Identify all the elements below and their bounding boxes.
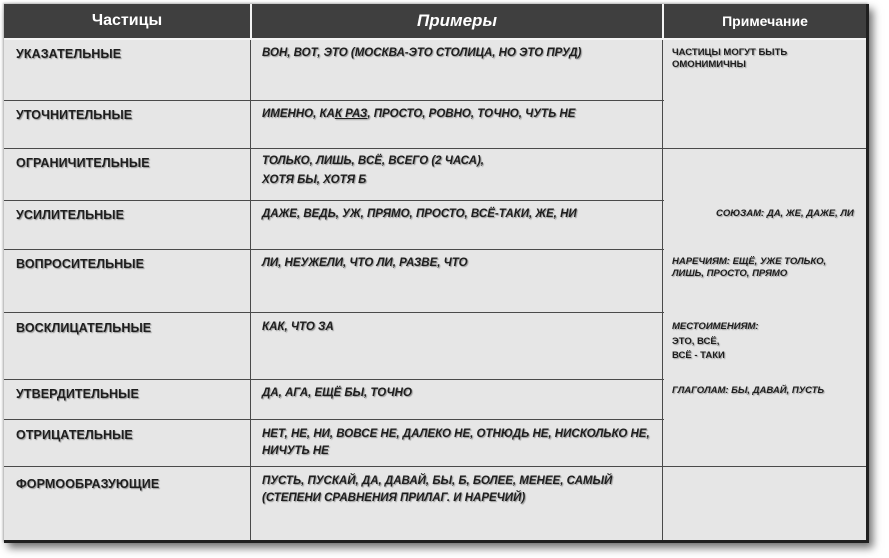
particle-type: УКАЗАТЕЛЬНЫЕ	[16, 47, 122, 61]
row-divider	[4, 379, 664, 380]
row-divider	[4, 419, 664, 420]
particle-examples: ТОЛЬКО, ЛИШЬ, ВСЁ, ВСЕГО (2 ЧАСА), ХОТЯ БЫ, ХОТЯ Б	[262, 155, 484, 186]
column-divider	[250, 40, 251, 540]
particle-type: УТВЕРДИТЕЛЬНЫЕ	[16, 387, 139, 401]
table-header	[4, 4, 866, 40]
note-conjunctions: СОЮЗАМ: ДА, ЖЕ, ДАЖЕ, ЛИ	[716, 208, 854, 219]
row-divider	[4, 200, 664, 201]
particle-type: ОГРАНИЧИТЕЛЬНЫЕ	[16, 156, 150, 170]
particle-type: ФОРМООБРАЗУЮЩИЕ	[16, 477, 160, 491]
column-divider	[662, 40, 663, 540]
header-particles: Частицы	[91, 12, 163, 29]
note-divider	[664, 148, 866, 149]
particle-type: УТОЧНИТЕЛЬНЫЕ	[16, 108, 133, 122]
particle-examples: ДА, АГА, ЕЩЁ БЫ, ТОЧНО	[262, 387, 412, 399]
note-homonyms: ЧАСТИЦЫ МОГУТ БЫТЬ ОМОНИМИЧНЫ	[672, 47, 788, 70]
table-body	[4, 40, 866, 540]
row-divider	[4, 100, 664, 101]
particle-examples: ДАЖЕ, ВЕДЬ, УЖ, ПРЯМО, ПРОСТО, ВСЁ-ТАКИ, ЖЕ, НИ	[262, 208, 577, 220]
particle-examples: ПУСТЬ, ПУСКАЙ, ДА, ДАВАЙ, БЫ, Б, БОЛЕЕ, МЕНЕЕ, САМЫЙ (СТЕПЕНИ СРАВНЕНИЯ ПРИЛАГ. И НАРЕЧИЙ)	[262, 475, 613, 504]
particle-type: ВОПРОСИТЕЛЬНЫЕ	[16, 257, 145, 271]
note-verbs: ГЛАГОЛАМ: БЫ, ДАВАЙ, ПУСТЬ	[672, 385, 825, 396]
particle-examples: НЕТ, НЕ, НИ, ВОВСЕ НЕ, ДАЛЕКО НЕ, ОТНЮДЬ НЕ, НИСКОЛЬКО НЕ, НИЧУТЬ НЕ	[262, 428, 650, 457]
row-divider	[4, 148, 664, 149]
particle-type: ВОСКЛИЦАТЕЛЬНЫЕ	[16, 321, 152, 335]
note-divider	[664, 466, 866, 467]
header-note: Примечание	[722, 13, 808, 29]
particle-examples: ИМЕННО, КАК РАЗ, ПРОСТО, РОВНО, ТОЧНО, ЧУТЬ НЕ	[262, 108, 576, 120]
row-divider	[4, 466, 664, 467]
particle-examples: ВОН, ВОТ, ЭТО (МОСКВА-ЭТО СТОЛИЦА, НО ЭТО ПРУД)	[262, 47, 582, 59]
particle-type: ОТРИЦАТЕЛЬНЫЕ	[16, 428, 133, 442]
header-examples: Примеры	[417, 11, 497, 30]
row-divider	[4, 312, 664, 313]
particle-examples: ЛИ, НЕУЖЕЛИ, ЧТО ЛИ, РАЗВЕ, ЧТО	[262, 257, 468, 269]
row-divider	[4, 249, 664, 250]
note-adverbs: НАРЕЧИЯМ: ЕЩЁ, УЖЕ ТОЛЬКО, ЛИШЬ, ПРОСТО, ПРЯМО	[672, 256, 827, 279]
note-pronouns: МЕСТОИМЕНИЯМ: ЭТО, ВСЁ, ВСЁ - ТАКИ	[672, 321, 759, 361]
particles-table	[4, 4, 869, 543]
particle-examples: КАК, ЧТО ЗА	[262, 321, 334, 333]
particle-type: УСИЛИТЕЛЬНЫЕ	[16, 208, 125, 222]
